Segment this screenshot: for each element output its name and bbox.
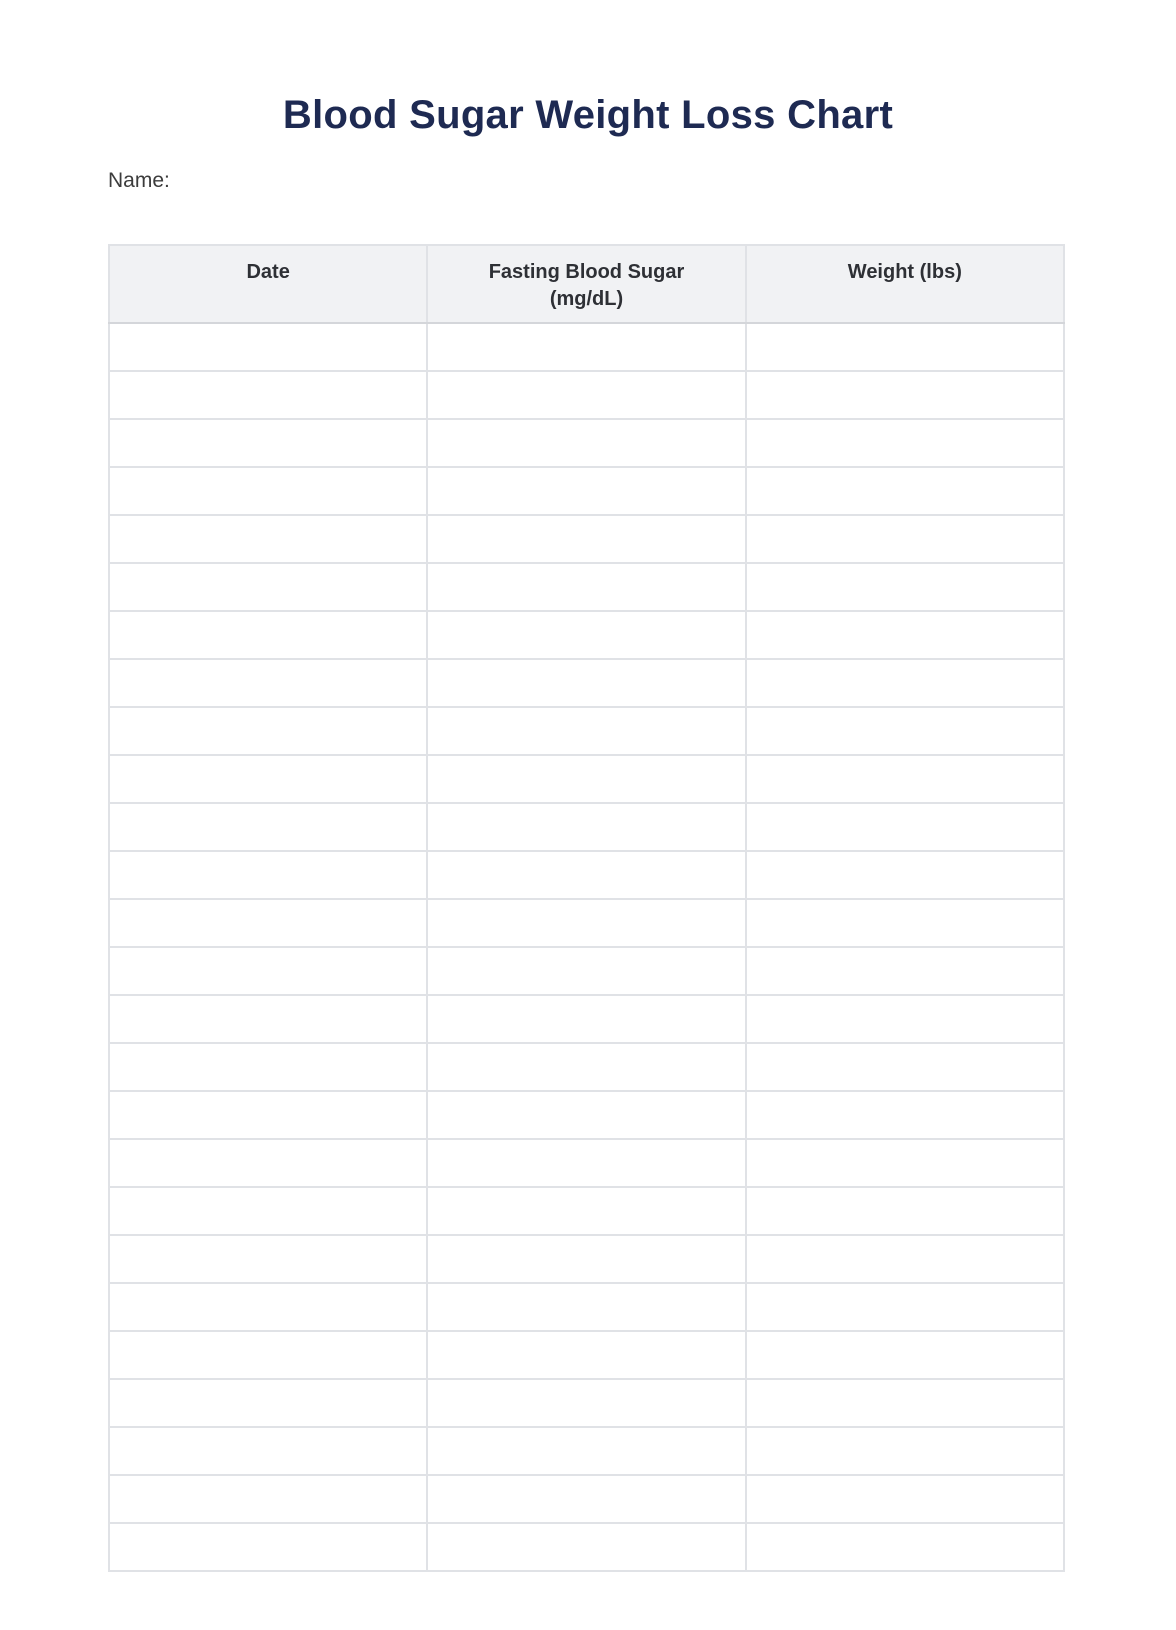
table-cell [746, 851, 1064, 899]
table-cell [746, 947, 1064, 995]
table-cell [427, 851, 745, 899]
table-cell [427, 1187, 745, 1235]
table-cell [109, 1091, 427, 1139]
table-cell [746, 755, 1064, 803]
table-cell [109, 707, 427, 755]
table-cell [746, 1187, 1064, 1235]
table-row [109, 611, 1064, 659]
table-row [109, 1331, 1064, 1379]
table-cell [109, 1379, 427, 1427]
table-cell [427, 1523, 745, 1571]
table-cell [109, 1427, 427, 1475]
table-cell [427, 707, 745, 755]
table-row [109, 563, 1064, 611]
table-cell [746, 1139, 1064, 1187]
table-row [109, 419, 1064, 467]
table-row [109, 1523, 1064, 1571]
table-cell [109, 1043, 427, 1091]
table-cell [427, 1331, 745, 1379]
table-cell [109, 467, 427, 515]
table-row [109, 1475, 1064, 1523]
table-row [109, 515, 1064, 563]
table-cell [746, 371, 1064, 419]
table-cell [109, 1283, 427, 1331]
column-header-date [109, 245, 427, 323]
table-cell [427, 803, 745, 851]
page-title: Blood Sugar Weight Loss Chart [282, 93, 894, 137]
column-header-weight [746, 245, 1064, 323]
table-row [109, 995, 1064, 1043]
table-cell [427, 1427, 745, 1475]
table-cell [109, 947, 427, 995]
table-row [109, 755, 1064, 803]
table-cell [109, 323, 427, 371]
table-cell [109, 1139, 427, 1187]
table-cell [427, 755, 745, 803]
table-cell [109, 419, 427, 467]
table-cell [746, 1091, 1064, 1139]
table-cell [427, 323, 745, 371]
table-cell [109, 1475, 427, 1523]
table-cell [427, 563, 745, 611]
table-row [109, 947, 1064, 995]
table-cell [109, 515, 427, 563]
column-header-line: Fasting Blood Sugar [488, 261, 685, 283]
table-row [109, 707, 1064, 755]
table-cell [746, 707, 1064, 755]
table-row [109, 1283, 1064, 1331]
table-cell [427, 467, 745, 515]
table-cell [746, 563, 1064, 611]
table-row [109, 803, 1064, 851]
table-cell [746, 899, 1064, 947]
table-cell [746, 467, 1064, 515]
table-cell [746, 1523, 1064, 1571]
table-cell [427, 1475, 745, 1523]
table-row [109, 1091, 1064, 1139]
table-cell [109, 755, 427, 803]
table-row [109, 659, 1064, 707]
table-cell [109, 1523, 427, 1571]
table-cell [109, 851, 427, 899]
table-cell [746, 1475, 1064, 1523]
table-row [109, 1187, 1064, 1235]
table-row [109, 899, 1064, 947]
blood-sugar-weight-table [108, 244, 1065, 1572]
table-cell [427, 1379, 745, 1427]
table-cell [427, 1091, 745, 1139]
table-cell [109, 563, 427, 611]
column-header-line: Weight (lbs) [847, 261, 962, 283]
table-row [109, 371, 1064, 419]
name-label: Name: [108, 169, 170, 192]
table-cell [427, 1043, 745, 1091]
table-cell [746, 803, 1064, 851]
table-row [109, 851, 1064, 899]
table-cell [746, 1283, 1064, 1331]
table-cell [109, 803, 427, 851]
table-cell [427, 659, 745, 707]
table-cell [746, 1427, 1064, 1475]
table-cell [746, 419, 1064, 467]
table-header [109, 245, 1064, 323]
table-cell [746, 515, 1064, 563]
table-cell [427, 611, 745, 659]
column-header-line: Date [246, 261, 290, 283]
table-cell [427, 995, 745, 1043]
table-row [109, 1139, 1064, 1187]
table-row [109, 323, 1064, 371]
table-cell [109, 1331, 427, 1379]
table-cell [109, 1235, 427, 1283]
table-cell [109, 995, 427, 1043]
name-row [108, 168, 176, 194]
table-cell [109, 1187, 427, 1235]
table-cell [109, 899, 427, 947]
table-cell [109, 371, 427, 419]
column-header-fasting-blood-sugar [427, 245, 745, 323]
table-cell [746, 1235, 1064, 1283]
table-cell [746, 1043, 1064, 1091]
header-row [109, 245, 1064, 323]
table-row [109, 467, 1064, 515]
table-cell [746, 659, 1064, 707]
table-cell [746, 995, 1064, 1043]
table-cell [746, 1379, 1064, 1427]
table-cell [109, 611, 427, 659]
table-row [109, 1427, 1064, 1475]
table-row [109, 1043, 1064, 1091]
table-cell [427, 1283, 745, 1331]
table-row [109, 1235, 1064, 1283]
table-cell [427, 371, 745, 419]
table-cell [427, 419, 745, 467]
table-cell [427, 515, 745, 563]
table-cell [427, 899, 745, 947]
table-body [109, 323, 1064, 1571]
table-cell [746, 323, 1064, 371]
column-header-line: (mg/dL) [549, 288, 624, 310]
table-cell [427, 1139, 745, 1187]
table-cell [427, 947, 745, 995]
table-cell [109, 659, 427, 707]
table-cell [427, 1235, 745, 1283]
table-cell [746, 611, 1064, 659]
table-row [109, 1379, 1064, 1427]
table-cell [746, 1331, 1064, 1379]
